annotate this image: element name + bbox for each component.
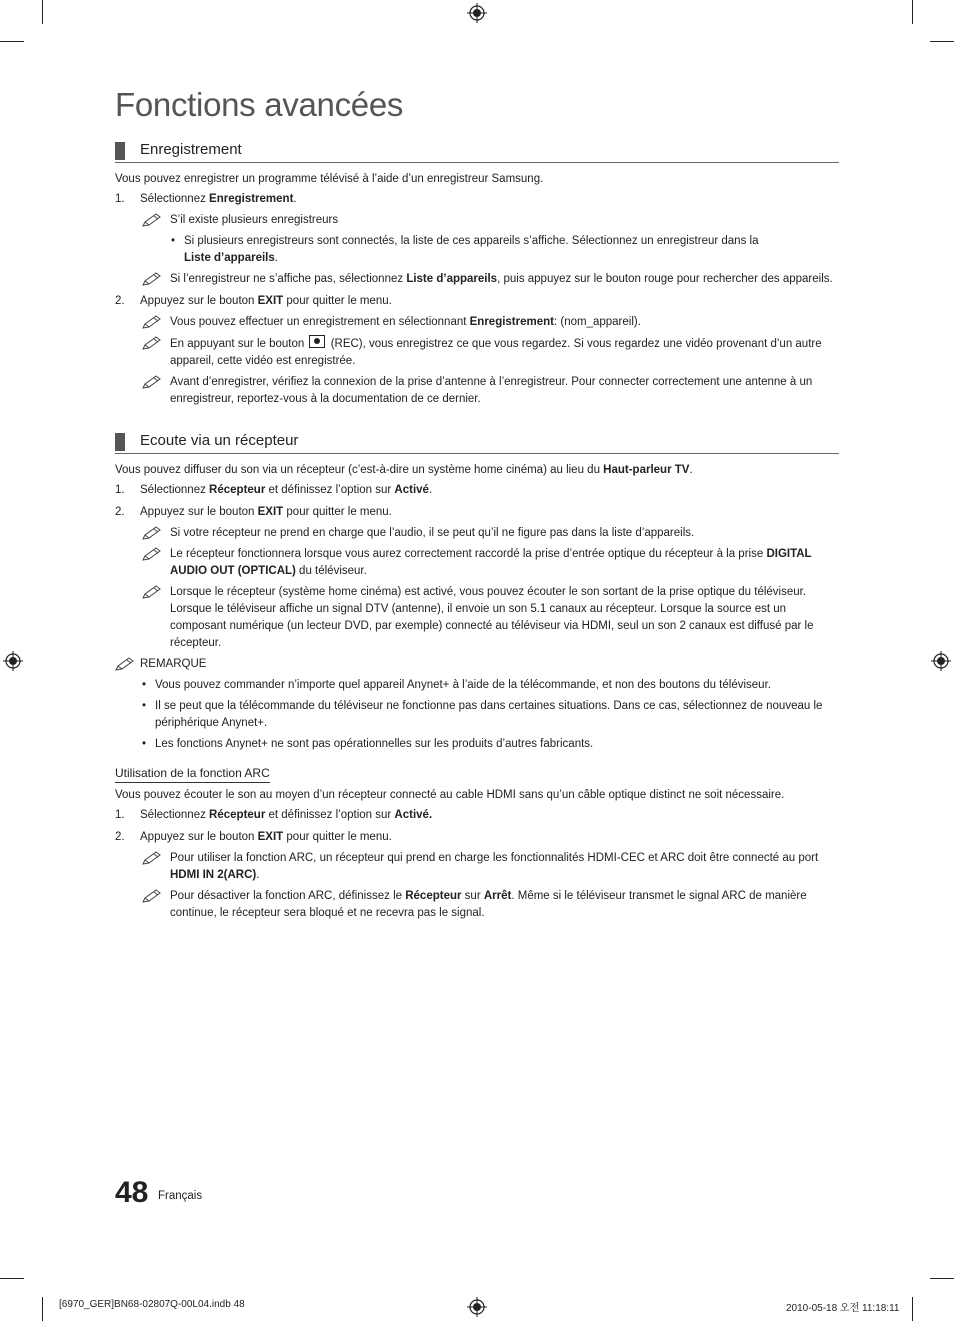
note-item: Vous pouvez effectuer un enregistrement en sélectionnant Enregistrement: (nom_appareil).	[115, 314, 839, 331]
step-item: 1. Sélectionnez Récepteur et définissez l’option sur Activé.	[115, 809, 433, 821]
crop-mark	[912, 1297, 913, 1321]
note-item: En appuyant sur le bouton (REC), vous enregistrez ce que vous regardez. Si vous regardez une vidéo provenant d’un autre appareil, cette vidéo est enregistrée.	[115, 335, 839, 370]
note-item: Pour utiliser la fonction ARC, un récepteur qui prend en charge les fonctionnalités HDMI-CEC et ARC doit être connecté au port HDMI IN 2(ARC).	[115, 850, 839, 884]
pencil-note-icon	[142, 272, 162, 286]
bullet-item: • Les fonctions Anynet+ ne sont pas opérationnelles sur les produits d’autres fabricants.	[142, 738, 594, 750]
pencil-note-icon	[142, 375, 162, 389]
note-item: Le récepteur fonctionnera lorsque vous aurez correctement raccordé la prise d’entrée optique du récepteur à la prise DIGITAL AUDIO OUT (OPTICAL) du téléviseur.	[115, 546, 839, 580]
note-item: S’il existe plusieurs enregistreurs	[115, 212, 839, 229]
step-item: 2. Appuyez sur le bouton EXIT pour quitter le menu.	[115, 506, 392, 518]
bullet-item: • Si plusieurs enregistreurs sont connectés, la liste de ces appareils s’affiche. Sélectionnez un enregistreur dans la Liste d’appareils.	[171, 235, 759, 264]
note-item: Pour désactiver la fonction ARC, définissez le Récepteur sur Arrêt. Même si le téléviseur transmet le signal ARC de manière continue, le récepteur sera bloqué et ne recevra pas le signal.	[115, 888, 839, 922]
sub-heading-arc: Utilisation de la fonction ARC	[115, 765, 270, 783]
registration-mark-icon	[467, 3, 487, 23]
registration-mark-icon	[467, 1297, 487, 1317]
bullet-item: • Il se peut que la télécommande du téléviseur ne fonctionne pas dans certaines situations. Dans ce cas, sélectionnez de nouveau le périphérique Anynet+.	[142, 700, 823, 729]
page-content	[115, 139, 839, 922]
pencil-note-icon	[142, 336, 162, 350]
section-heading-enregistrement: Enregistrement	[115, 139, 839, 161]
intro-text: Vous pouvez écouter le son au moyen d’un récepteur connecté au cable HDMI sans qu’un câble optique distinct ne soit nécessaire.	[115, 789, 785, 801]
crop-mark	[930, 41, 954, 42]
step-item: 1. Sélectionnez Enregistrement.	[115, 193, 297, 205]
page-number: 48	[115, 1176, 149, 1209]
crop-mark	[42, 1297, 43, 1321]
pencil-note-icon	[142, 526, 162, 540]
section-heading-ecoute: Ecoute via un récepteur	[115, 430, 839, 452]
registration-mark-icon	[931, 651, 951, 671]
pencil-note-icon	[142, 889, 162, 903]
intro-text: Vous pouvez enregistrer un programme télévisé à l’aide d’un enregistreur Samsung.	[115, 173, 544, 185]
pencil-note-icon	[142, 585, 162, 599]
crop-mark	[0, 1278, 24, 1279]
remarque-heading: REMARQUE	[115, 656, 839, 673]
pencil-note-icon	[142, 213, 162, 227]
note-item: Si l’enregistreur ne s’affiche pas, sélectionnez Liste d’appareils, puis appuyez sur le bouton rouge pour rechercher des appareils.	[115, 271, 839, 288]
crop-mark	[42, 0, 43, 24]
crop-mark	[0, 41, 24, 42]
pencil-note-icon	[115, 657, 135, 671]
registration-mark-icon	[3, 651, 23, 671]
page-title: Fonctions avancées	[115, 86, 404, 123]
crop-mark	[912, 0, 913, 24]
note-item: Lorsque le récepteur (système home cinéma) est activé, vous pouvez écouter le son sortant de la prise optique du téléviseur. Lorsque le téléviseur affiche un signal DTV (antenne), il envoie un son 5.1 canaux au récepteur. Lorsque la source est un composant numérique (un lecteur DVD, par exemple) connecté au téléviseur via HDMI, seul un son 2 canaux est diffusé par le récepteur.	[115, 584, 839, 652]
footer-date: 2010-05-18 오전 11:18:11	[786, 1303, 900, 1314]
step-item: 2. Appuyez sur le bouton EXIT pour quitter le menu.	[115, 295, 392, 307]
crop-mark	[930, 1278, 954, 1279]
pencil-note-icon	[142, 547, 162, 561]
pencil-note-icon	[142, 315, 162, 329]
rec-button-icon	[309, 335, 325, 348]
footer-file-info: [6970_GER]BN68-02807Q-00L04.indb 48	[59, 1299, 245, 1310]
page-language: Français	[158, 1190, 203, 1202]
step-item: 1. Sélectionnez Récepteur et définissez l’option sur Activé.	[115, 484, 433, 496]
intro-text: Vous pouvez diffuser du son via un récepteur (c’est-à-dire un système home cinéma) au lieu du Haut-parleur TV.	[115, 464, 693, 476]
pencil-note-icon	[142, 851, 162, 865]
bullet-item: • Vous pouvez commander n’importe quel appareil Anynet+ à l’aide de la télécommande, et non des boutons du téléviseur.	[142, 679, 771, 691]
step-item: 2. Appuyez sur le bouton EXIT pour quitter le menu.	[115, 831, 392, 843]
note-item: Avant d’enregistrer, vérifiez la connexion de la prise d’antenne à l’enregistreur. Pour connecter correctement une antenne à un enregistreur, reportez-vous à la documentation de ce dernier.	[115, 374, 839, 408]
note-item: Si votre récepteur ne prend en charge que l’audio, il se peut qu’il ne figure pas dans la liste d’appareils.	[115, 525, 839, 542]
